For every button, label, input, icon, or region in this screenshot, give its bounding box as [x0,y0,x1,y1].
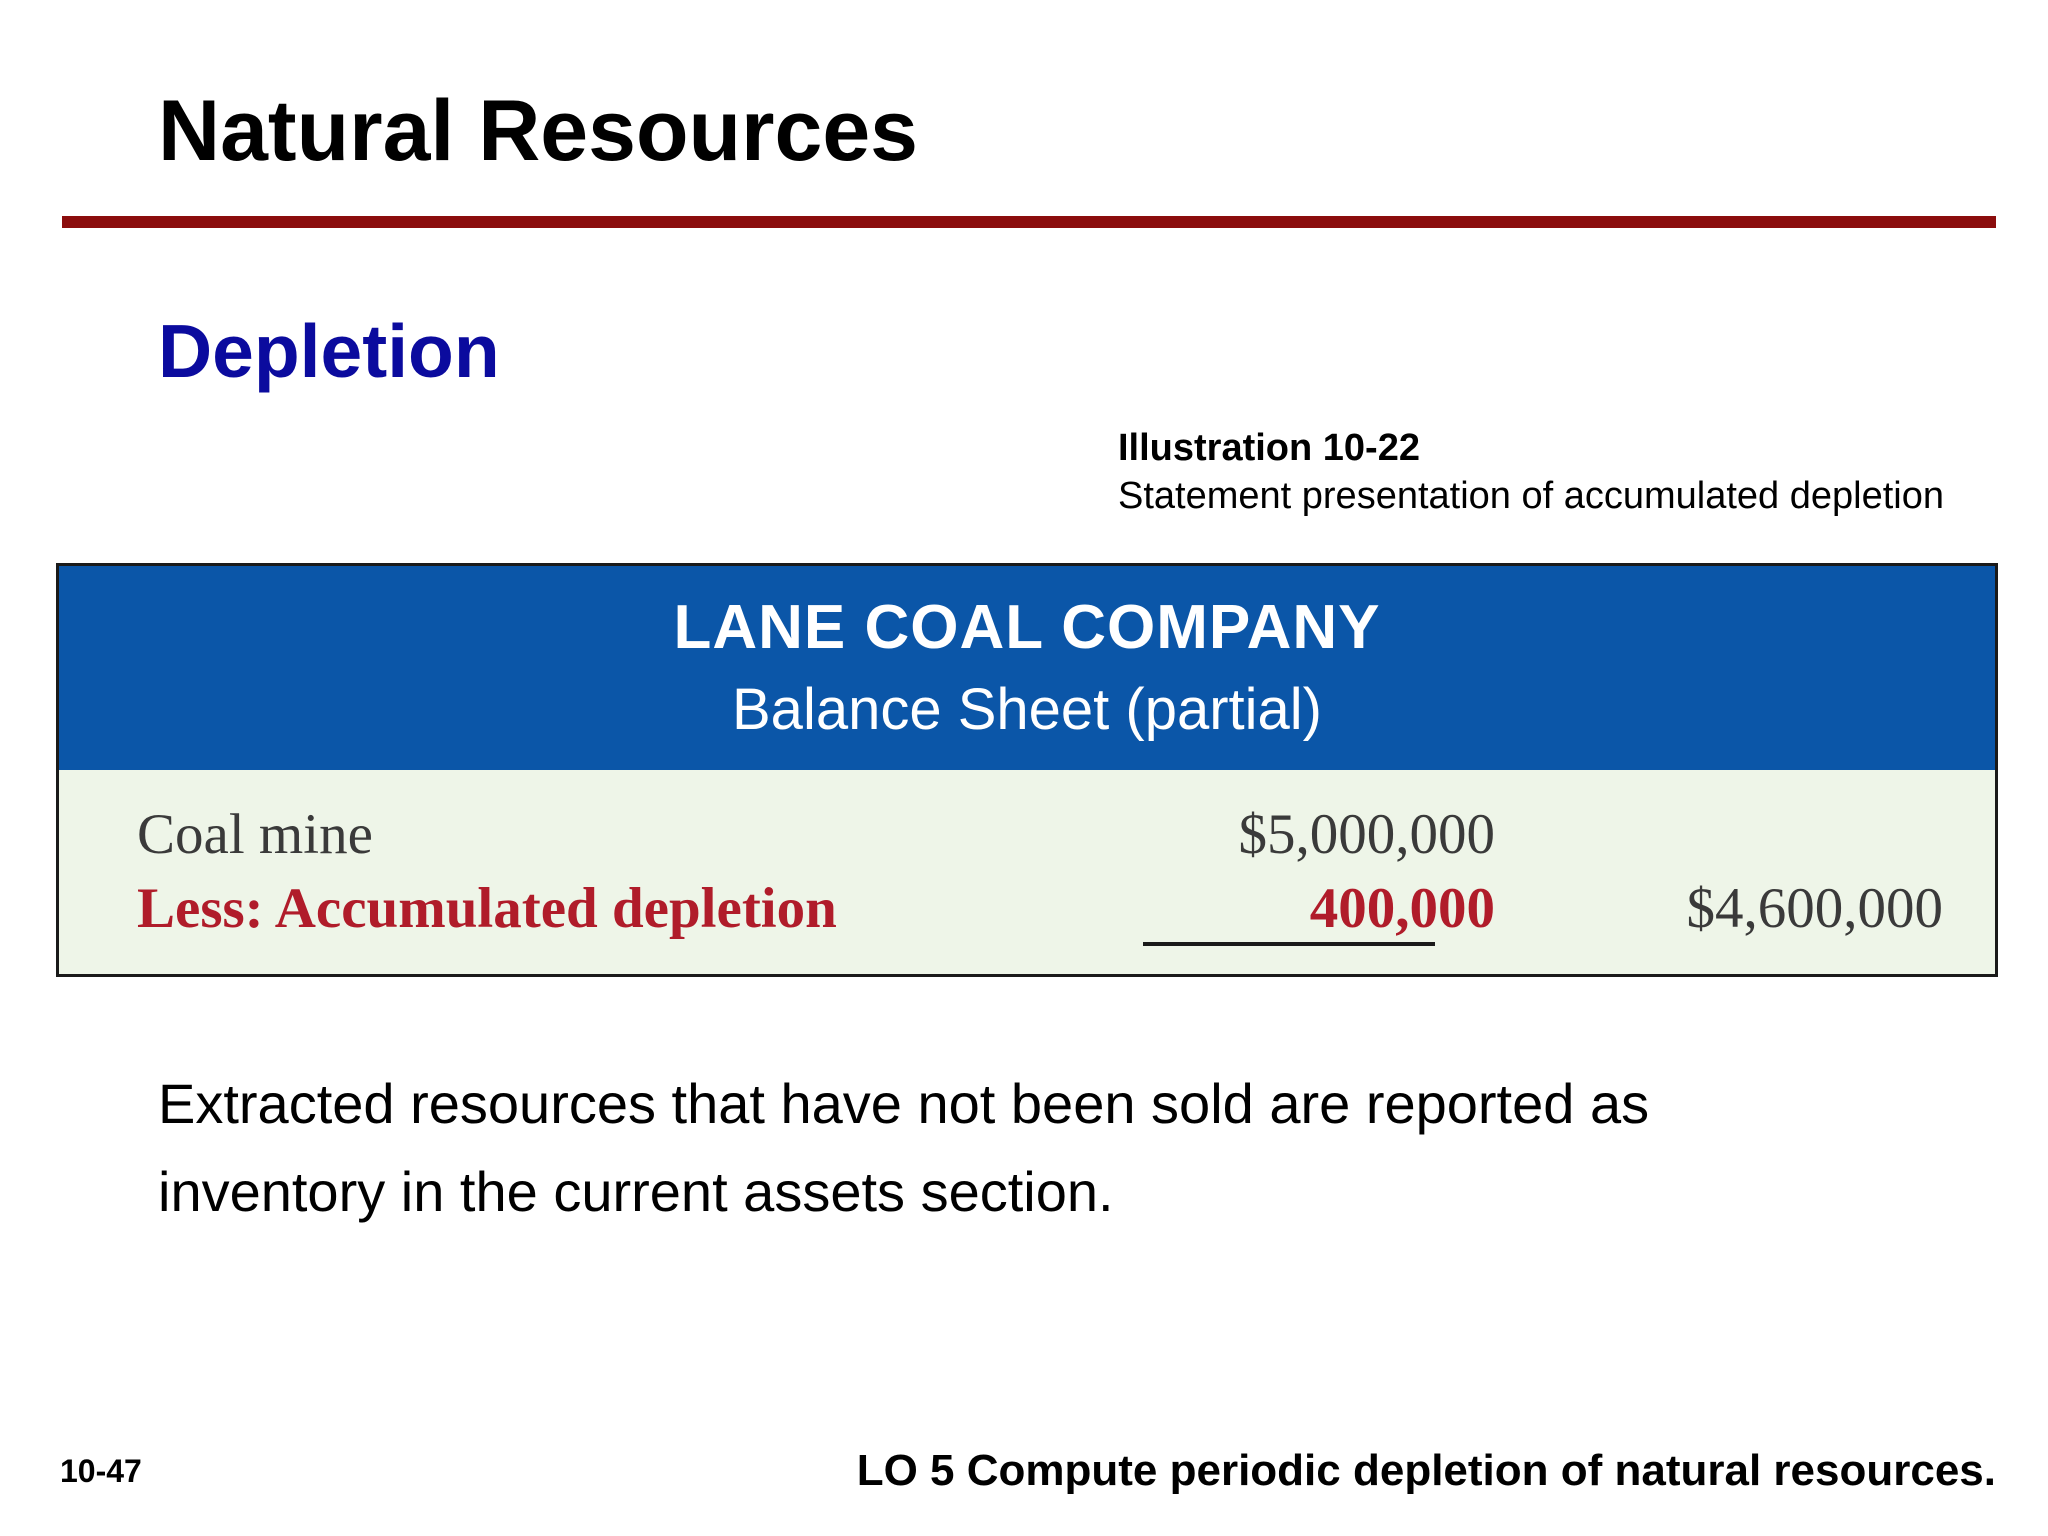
company-name: LANE COAL COMPANY [673,593,1381,662]
row-label-coal-mine: Coal mine [137,803,373,866]
row-total-net-book-value: $4,600,000 [1686,877,1943,940]
subtotal-underline [1143,942,1435,946]
illustration-reference [1118,424,1944,520]
illustration-caption: Statement presentation of accumulated depletion [1118,475,1944,517]
row-label-accumulated-depletion: Less: Accumulated depletion [137,877,837,940]
learning-objective: LO 5 Compute periodic depletion of natural resources. [856,1446,1996,1495]
slide-subtitle: Depletion [158,309,500,393]
slide-title: Natural Resources [158,83,918,179]
statement-title: Balance Sheet (partial) [732,677,1322,742]
body-text: Extracted resources that have not been sold are reported as inventory in the current assets section. [158,1072,1650,1223]
page-number: 10-47 [60,1453,142,1489]
row-amount-accumulated-depletion: 400,000 [1309,877,1495,940]
illustration-number: Illustration 10-22 [1118,427,1420,469]
statement-header [59,566,1995,770]
row-amount-coal-mine: $5,000,000 [1238,803,1495,866]
title-divider [62,216,1996,228]
balance-sheet-excerpt [56,563,1998,977]
